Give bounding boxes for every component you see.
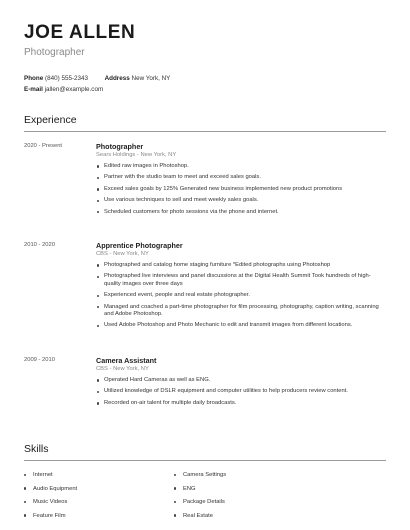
contact-row-2 [24, 84, 386, 95]
candidate-name: JOE ALLEN [24, 22, 136, 43]
job-dates: 2010 - 2020 [24, 242, 55, 248]
job-bullet: Partner with the studio team to meet and exceed sales goals. [96, 174, 386, 181]
job-company: CBS - New York, NY [96, 366, 149, 372]
job-bullets [96, 377, 386, 407]
job-dates: 2009 - 2010 [24, 357, 55, 363]
job-bullet: Exceed sales goals by 125% Generated new business implemented new product promotions [96, 186, 386, 193]
address-label: Address [104, 75, 130, 82]
experience-heading: Experience [24, 114, 77, 126]
job-role: Photographer [96, 142, 144, 151]
phone-label: Phone [24, 75, 44, 82]
contact-info [24, 73, 386, 95]
address-value: New York, NY [131, 75, 171, 82]
experience-divider [24, 131, 386, 132]
job-company: Sears Holdings - New York, NY [96, 152, 177, 158]
skills-heading: Skills [24, 443, 49, 455]
skill-item: ENG [174, 485, 324, 499]
skills-column-left [24, 471, 174, 525]
job-bullet: Photographed and catalog home staging furniture *Edited photographs using Photoshop [96, 262, 386, 269]
job-details [96, 142, 386, 220]
skills-column-right [174, 471, 324, 525]
job-bullet: Managed and coached a part-time photographer for film processing, photography, caption writing, scanning and Adobe Photoshop. [96, 304, 386, 319]
contact-row-1 [24, 73, 386, 84]
job-bullet: Utilized knowledge of DSLR equipment and computer utilities to help producers review content. [96, 388, 386, 395]
job-bullet: Photographed live interviews and panel discussions at the Digital Health Summit Took hundreds of high-quality images over three days [96, 273, 386, 288]
job-bullet: Recorded on-air talent for multiple daily broadcasts. [96, 400, 386, 407]
job-bullet: Edited raw images in Photoshop. [96, 163, 386, 170]
phone-value: (840) 555-2343 [45, 75, 89, 82]
job-bullet: Experienced event, people and real estate photographer. [96, 292, 386, 299]
skill-item: Internet [24, 471, 174, 485]
skill-item: Audio Equipment [24, 485, 174, 499]
job-details [96, 241, 386, 334]
skill-item: Feature Film [24, 512, 174, 526]
job-bullets [96, 262, 386, 330]
job-role: Apprentice Photographer [96, 241, 183, 250]
skill-item: Music Videos [24, 498, 174, 512]
email-value[interactable]: jallen@example.com [44, 86, 104, 93]
email-label: E-mail [24, 86, 43, 93]
job-bullet: Scheduled customers for photo sessions via the phone and internet. [96, 209, 386, 216]
skill-item: Real Estate [174, 512, 324, 526]
job-bullet: Use various techniques to sell and meet weekly sales goals. [96, 197, 386, 204]
skill-item: Camera Settings [174, 471, 324, 485]
skill-item: Package Details [174, 498, 324, 512]
job-bullet: Used Adobe Photoshop and Photo Mechanic to edit and transmit images from different locations. [96, 322, 386, 329]
job-details [96, 356, 386, 411]
job-role: Camera Assistant [96, 356, 157, 365]
skills-divider [24, 460, 386, 461]
job-bullets [96, 163, 386, 216]
job-company: CBS - New York, NY [96, 251, 149, 257]
job-bullet: Operated Hard Cameras as well as ENG. [96, 377, 386, 384]
job-dates: 2020 - Present [24, 143, 63, 149]
resume-header [24, 22, 386, 59]
candidate-title: Photographer [24, 47, 85, 58]
